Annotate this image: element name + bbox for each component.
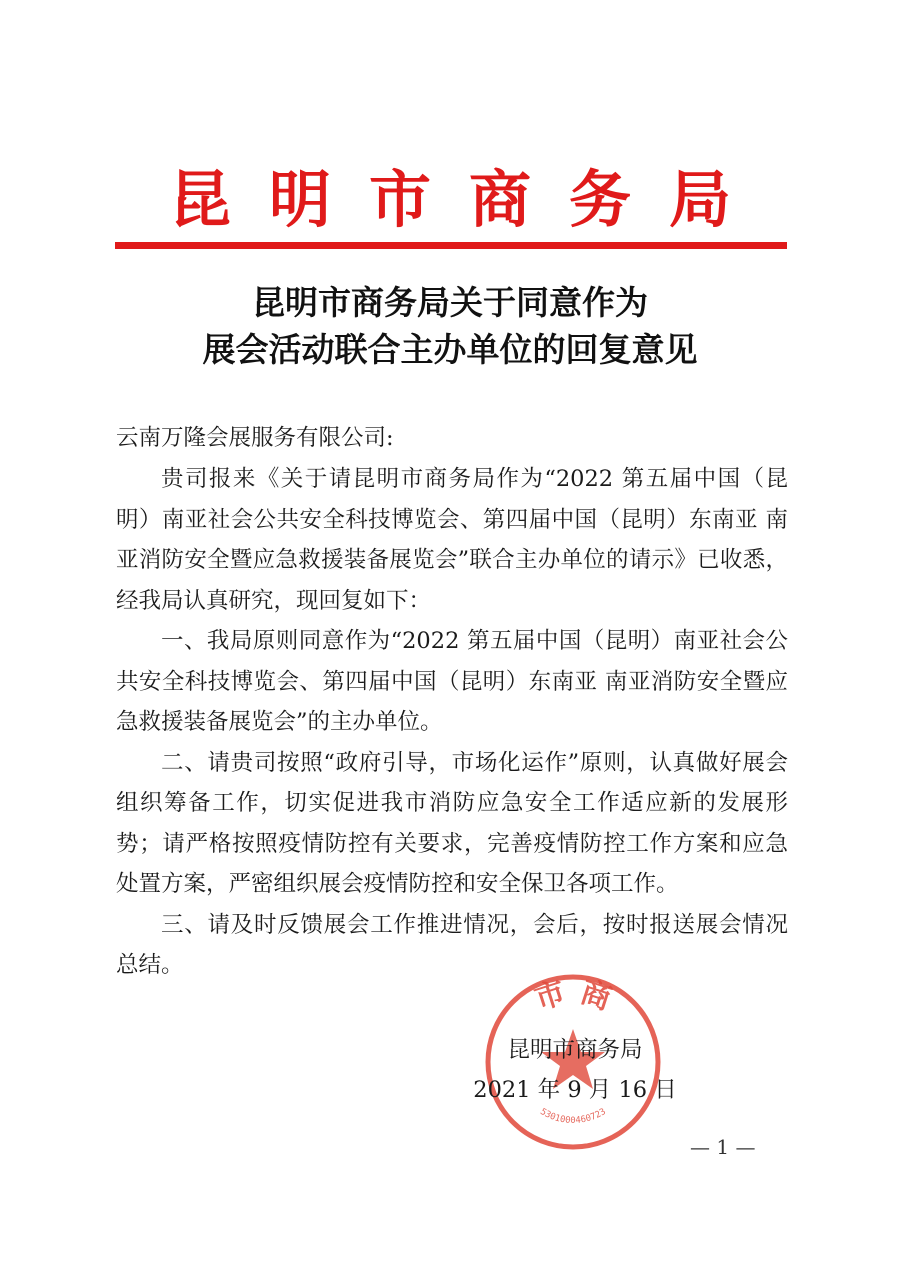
- body-paragraph-2: 一、我局原则同意作为“2022 第五届中国（昆明）南亚社会公共安全科技博览会、第四届中国（昆明）东南亚 南亚消防安全暨应急救援装备展览会”的主办单位。: [116, 628, 788, 735]
- seal-arc-text: 市 商: [530, 974, 616, 1018]
- document-title-line-2: 展会活动联合主办单位的回复意见: [202, 330, 698, 369]
- addressee: 云南万隆会展服务有限公司:: [116, 425, 394, 451]
- document-body: [116, 459, 788, 986]
- document-title-line-1: 昆明市商务局关于同意作为: [252, 283, 648, 322]
- body-paragraph-4: 三、请及时反馈展会工作推进情况，会后，按时报送展会情况总结。: [116, 911, 788, 978]
- body-paragraph-1: 贵司报来《关于请昆明市商务局作为“2022 第五届中国（昆明）南亚社会公共安全科技博览会、第四届中国（昆明）东南亚 南亚消防安全暨应急救援装备展览会”联合主办单位的请示》已收悉，经我局认真研究，现回复如下：: [116, 466, 788, 614]
- letterhead-title: 昆明市商务局: [168, 163, 769, 236]
- page-number: — 1 —: [690, 1135, 756, 1159]
- letterhead-divider: [115, 242, 787, 249]
- svg-text:市 商: [531, 975, 616, 1017]
- signature-organization: 昆明市商务局: [507, 1037, 643, 1063]
- seal-serial: 5301000460723: [538, 1107, 608, 1127]
- body-paragraph-3: 二、请贵司按照“政府引导，市场化运作”原则，认真做好展会组织筹备工作，切实促进我市消防应急安全工作适应新的发展形势；请严格按照疫情防控有关要求，完善疫情防控工作方案和应急处置方案，严密组织展会疫情防控和安全保卫各项工作。: [116, 749, 788, 897]
- signature-date: 2021 年 9 月 16 日: [473, 1077, 677, 1103]
